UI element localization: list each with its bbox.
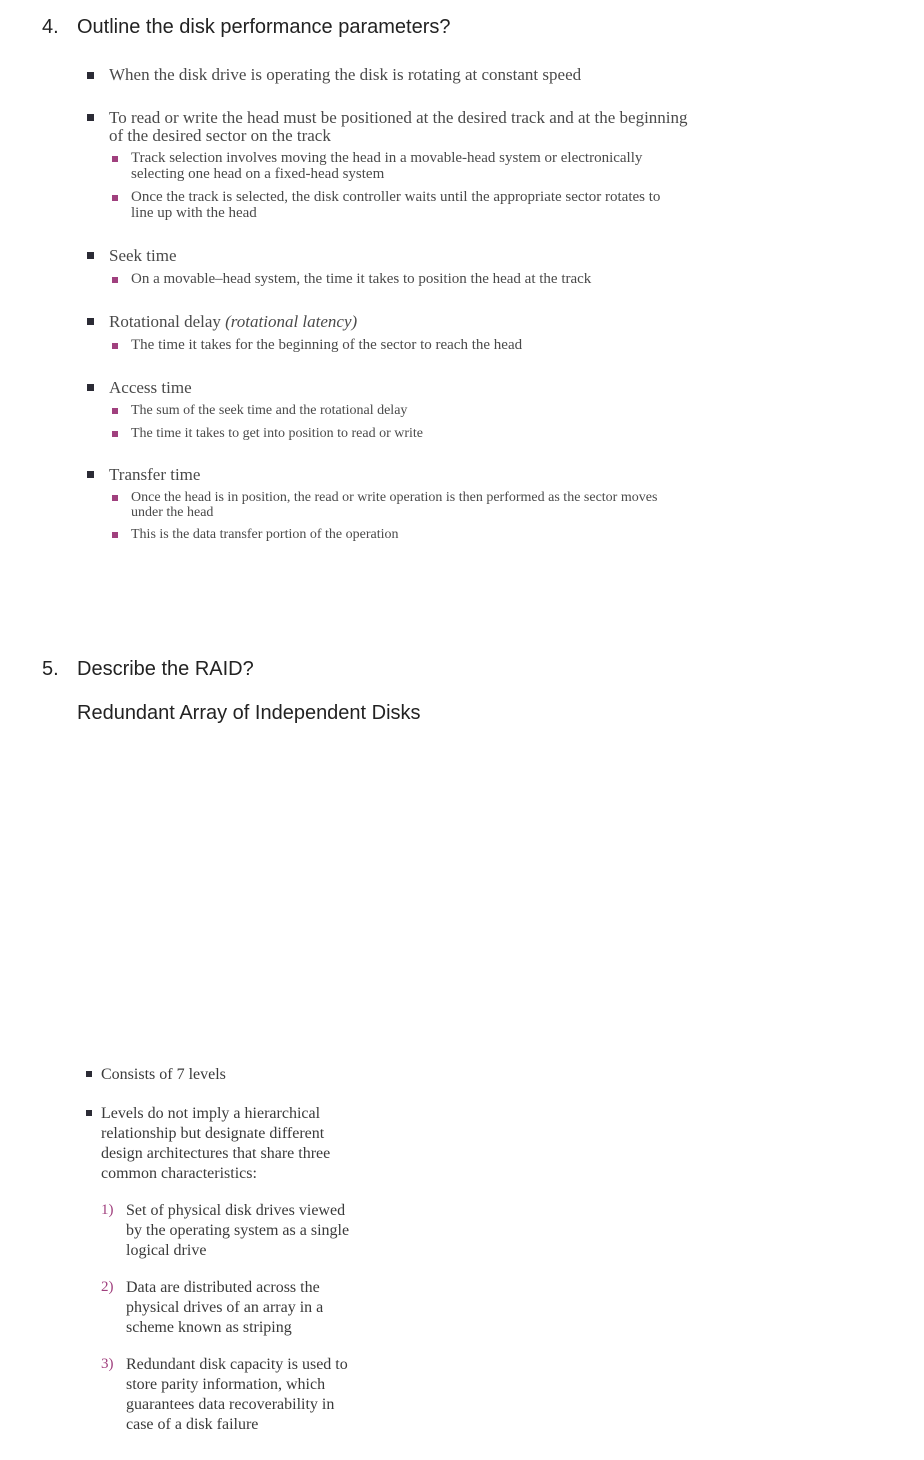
item-number: 3) xyxy=(101,1356,114,1372)
numbered-item-line: case of a disk failure xyxy=(126,1416,259,1433)
question-4-heading xyxy=(42,16,642,42)
sub-list-item: Track selection involves moving the head in a movable-head system or electronically xyxy=(131,150,643,166)
list-item: Access time xyxy=(109,378,192,397)
bullet-square-icon xyxy=(87,384,94,391)
bullet-square-icon xyxy=(87,72,94,79)
numbered-item-line: Redundant disk capacity is used to xyxy=(126,1356,348,1373)
bullet-square-icon xyxy=(86,1071,92,1077)
sub-list-item: Once the track is selected, the disk controller waits until the appropriate sector rotates to xyxy=(131,189,661,205)
list-item-text: Rotational delay xyxy=(109,312,221,331)
question-5-heading xyxy=(42,658,442,684)
numbered-item-line: Data are distributed across the xyxy=(126,1279,320,1296)
list-item: Seek time xyxy=(109,246,177,265)
sub-list-item-continued: line up with the head xyxy=(131,205,257,221)
numbered-item-line: store parity information, which xyxy=(126,1376,326,1393)
bullet-square-icon xyxy=(87,114,94,121)
list-item: To read or write the head must be positioned at the desired track and at the beginning xyxy=(109,108,688,127)
numbered-item-line: Set of physical disk drives viewed xyxy=(126,1202,346,1219)
sub-list-item-continued: selecting one head on a fixed-head system xyxy=(131,166,385,182)
numbered-item-line: scheme known as striping xyxy=(126,1319,292,1336)
item-number: 2) xyxy=(101,1279,114,1295)
numbered-item xyxy=(126,1355,348,1435)
sub-bullet-square-icon xyxy=(112,277,118,283)
sub-list-item: The sum of the seek time and the rotational delay xyxy=(131,403,408,418)
numbered-item-line: physical drives of an array in a xyxy=(126,1299,324,1316)
sub-list-item: This is the data transfer portion of the operation xyxy=(131,527,399,542)
sub-bullet-square-icon xyxy=(112,431,118,437)
list-item-line: Levels do not imply a hierarchical xyxy=(101,1105,321,1122)
sub-bullet-square-icon xyxy=(112,532,118,538)
list-item-italic-text: (rotational latency) xyxy=(225,312,358,331)
numbered-item-line: guarantees data recoverability in xyxy=(126,1396,335,1413)
sub-list-item: The time it takes for the beginning of the sector to reach the head xyxy=(131,337,523,353)
list-item-line: common characteristics: xyxy=(101,1165,257,1182)
bullet-square-icon xyxy=(87,318,94,325)
answer-subtitle: Redundant Array of Independent Disks xyxy=(77,702,421,724)
sub-list-item: The time it takes to get into position to read or write xyxy=(131,426,423,441)
list-item xyxy=(109,313,357,331)
sub-bullet-square-icon xyxy=(112,343,118,349)
list-item: Transfer time xyxy=(109,465,201,484)
numbered-item-line: logical drive xyxy=(126,1242,207,1259)
question-number: 5. xyxy=(42,658,59,680)
sub-list-item: On a movable–head system, the time it takes to position the head at the track xyxy=(131,271,592,287)
item-number: 1) xyxy=(101,1202,114,1218)
list-item xyxy=(101,1104,330,1184)
question-title: Outline the disk performance parameters? xyxy=(77,16,451,38)
sub-bullet-square-icon xyxy=(112,195,118,201)
bullet-square-icon xyxy=(86,1110,92,1116)
question-number: 4. xyxy=(42,16,59,38)
sub-list-item: Once the head is in position, the read or write operation is then performed as the sector moves xyxy=(131,490,658,505)
bullet-square-icon xyxy=(87,471,94,478)
bullet-square-icon xyxy=(87,252,94,259)
sub-list-item-continued: under the head xyxy=(131,505,214,520)
numbered-item-line: by the operating system as a single xyxy=(126,1222,350,1239)
list-item: Consists of 7 levels xyxy=(101,1066,226,1083)
sub-bullet-square-icon xyxy=(112,495,118,501)
list-item-line: design architectures that share three xyxy=(101,1145,331,1162)
numbered-item xyxy=(126,1201,349,1261)
list-item-line: relationship but designate different xyxy=(101,1125,325,1142)
numbered-item xyxy=(126,1278,323,1338)
sub-bullet-square-icon xyxy=(112,408,118,414)
list-item: When the disk drive is operating the disk is rotating at constant speed xyxy=(109,65,582,84)
list-item-continued: of the desired sector on the track xyxy=(109,126,331,145)
question-title: Describe the RAID? xyxy=(77,658,254,680)
sub-bullet-square-icon xyxy=(112,156,118,162)
